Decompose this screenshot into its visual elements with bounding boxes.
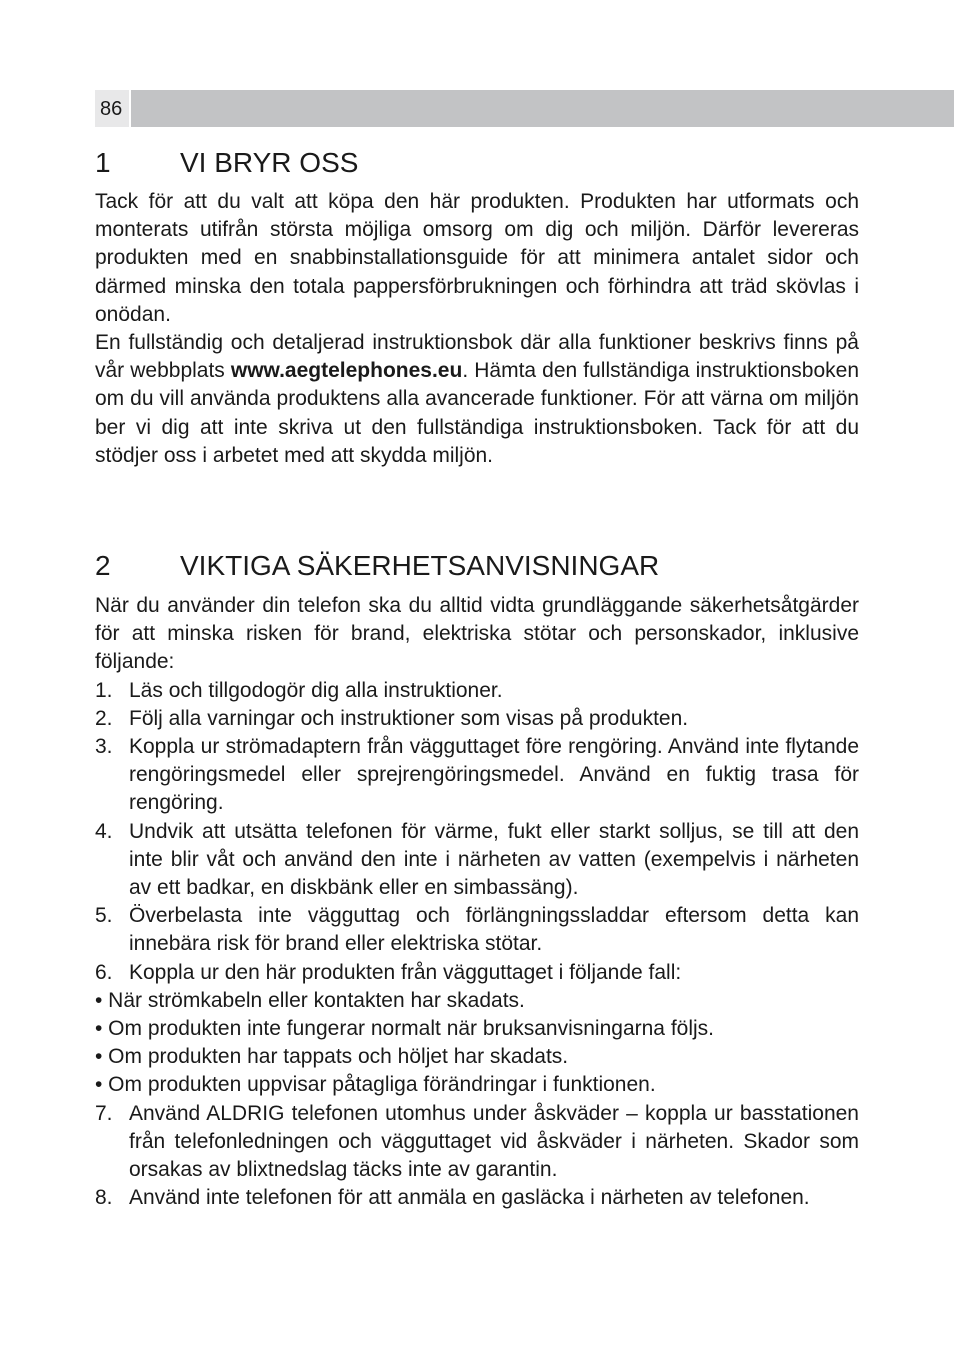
list-item-text: Följ alla varningar och instruktioner som visas på produkten. bbox=[129, 706, 689, 730]
section-2-number: 2 bbox=[95, 550, 111, 581]
bullet-item: • Om produkten inte fungerar normalt när bruksanvisningarna följs. bbox=[95, 1017, 714, 1041]
list-item bbox=[95, 959, 859, 987]
list-item-text: Koppla ur den här produkten från vägguttaget i följande fall: bbox=[129, 960, 682, 984]
list-item-text: Koppla ur strömadaptern från vägguttaget före rengöring. Använd inte flytande rengöringsmedel eller sprejrengöringsmedel. Använd en fuktig trasa för rengöring. bbox=[129, 735, 859, 815]
list-item-number: 7. bbox=[95, 1101, 113, 1125]
list-item-number: 2. bbox=[95, 706, 113, 730]
website-url: www.aegtelephones.eu bbox=[230, 359, 463, 383]
bullet-item: • Om produkten uppvisar påtagliga förändringar i funktionen. bbox=[95, 1073, 656, 1097]
section-2-body bbox=[95, 592, 859, 1212]
section-2-intro: När du använder din telefon ska du alltid vidta grundläggande säkerhetsåtgärder för att minska risken för brand, elektriska stötar och personskador, inklusive följande: bbox=[95, 594, 859, 674]
page-number: 86 bbox=[100, 98, 123, 120]
list-item bbox=[95, 677, 859, 705]
list-item-number: 8. bbox=[95, 1186, 113, 1210]
section-2-title: VIKTIGA SÄKERHETSANVISNINGAR bbox=[180, 550, 660, 581]
section-2-heading bbox=[95, 550, 859, 582]
list-item-text: Använd inte telefonen för att anmäla en gasläcka i närheten av telefonen. bbox=[129, 1186, 810, 1210]
list-item-number: 3. bbox=[95, 735, 113, 759]
safety-list-part-1 bbox=[95, 677, 859, 987]
list-item-text: Läs och tillgodogör dig alla instruktioner. bbox=[129, 678, 503, 702]
list-item-text: Överbelasta inte vägguttag och förlängningssladdar eftersom detta kan innebära risk för brand eller elektriska stötar. bbox=[129, 904, 859, 956]
page-header-bar bbox=[95, 90, 954, 127]
list-item bbox=[95, 818, 859, 903]
paragraph-2-text-end: . Hämta den fullständiga instruktionsboken om du vill använda produktens alla avancerade funktioner. För att värna om miljön ber vi dig att inte skriva ut den fullständiga instruktionsboken. Tack för att du stödjer oss i arbetet med att skydda miljön. bbox=[95, 359, 859, 467]
section-1-number: 1 bbox=[95, 147, 111, 178]
list-item-text: Använd ALDRIG telefonen utomhus under åskväder – koppla ur basstationen från telefonledningen och vägguttaget vid åskväder i närheten. Skador som orsakas av blixtnedslag täcks inte av garantin. bbox=[129, 1101, 859, 1182]
bullet-item: • När strömkabeln eller kontakten har skadats. bbox=[95, 988, 525, 1012]
section-1-paragraph-1: Tack för att du valt att köpa den här produkten. Produkten har utformats och monterats utifrån största möjliga omsorg om dig och miljön. Därför levereras produkten med en snabbinstallationsguide för att minimera antalet sidor och därmed minska den totala pappersförbrukningen och förhindra att träd skövlas i onödan. bbox=[95, 190, 859, 326]
list-item bbox=[95, 1100, 859, 1185]
safety-list-part-2 bbox=[95, 1100, 859, 1213]
list-item-number: 5. bbox=[95, 904, 113, 928]
section-1-body bbox=[95, 188, 859, 470]
page-number-box bbox=[95, 90, 131, 127]
list-item bbox=[95, 1184, 859, 1212]
bullet-item: • Om produkten har tappats och höljet har skadats. bbox=[95, 1045, 569, 1069]
list-item bbox=[95, 902, 859, 958]
list-item bbox=[95, 705, 859, 733]
section-1-paragraph-2 bbox=[95, 329, 859, 470]
list-item-text: Undvik att utsätta telefonen för värme, fukt eller starkt solljus, se till att den inte blir våt och använd den inte i närheten av vatten (exempelvis i närheten av ett badkar, en diskbänk eller en simbassäng). bbox=[129, 819, 859, 900]
list-item-number: 6. bbox=[95, 960, 113, 984]
bullet-list bbox=[95, 987, 859, 1100]
section-1-title: VI BRYR OSS bbox=[180, 147, 359, 178]
section-1-heading bbox=[95, 147, 859, 179]
list-item-number: 1. bbox=[95, 678, 113, 702]
list-item-number: 4. bbox=[95, 819, 113, 843]
list-item bbox=[95, 733, 859, 818]
paragraph-2-text-start: En fullständig och detaljerad instruktionsbok där alla funktioner beskrivs finns på vår webbplats bbox=[95, 331, 859, 383]
